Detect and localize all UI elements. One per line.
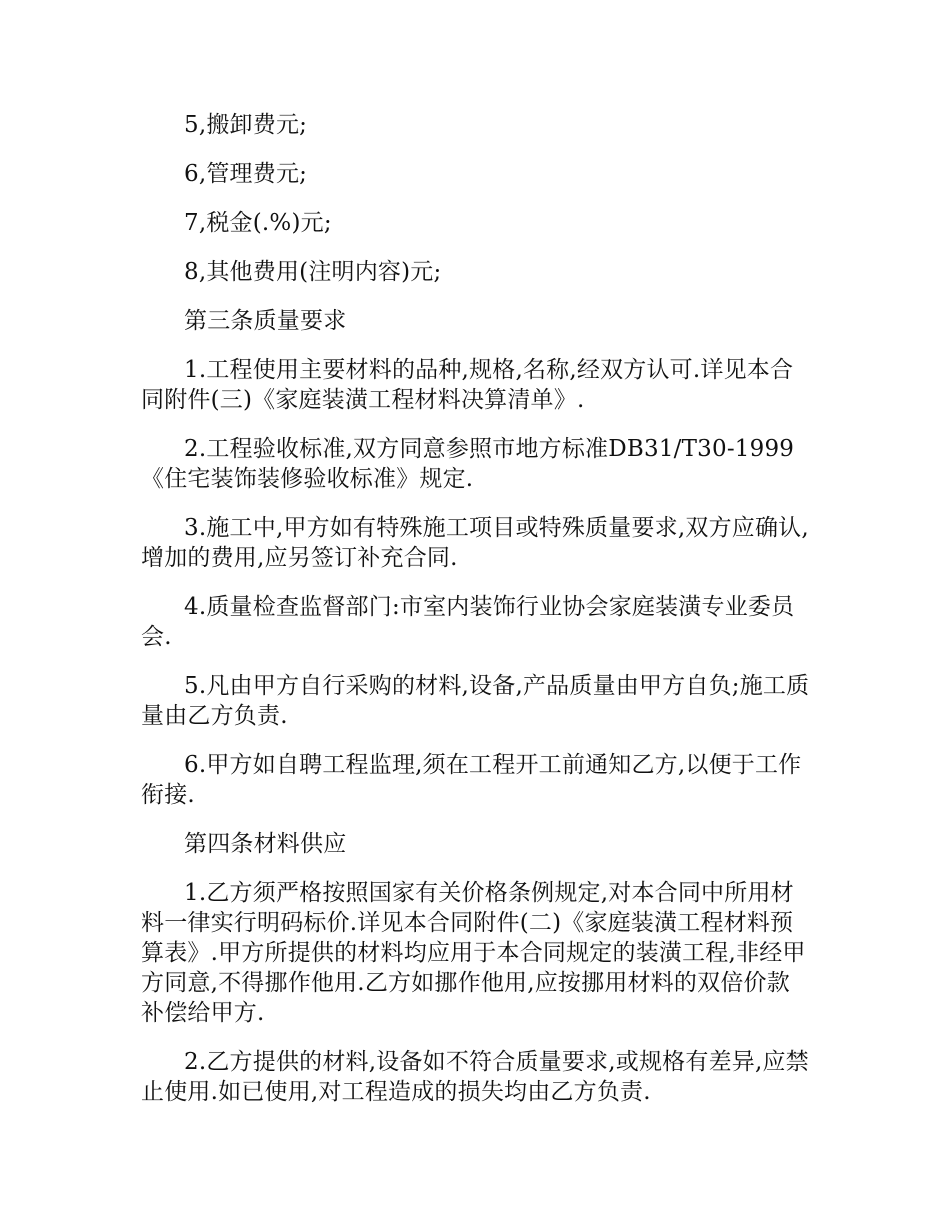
fee-item-6: 6,管理费元;: [184, 161, 308, 187]
article-4-heading: 第四条材料供应: [184, 831, 347, 857]
article-3-clause-3: 3.施工中,甲方如有特殊施工项目或特殊质量要求,双方应确认,增加的费用,应另签订补充合同.: [141, 515, 809, 571]
article-4-clause-1: 1.乙方须严格按照国家有关价格条例规定,对本合同中所用材料一律实行明码标价.详见本合同附件(二)《家庭装潢工程材料预算表》.甲方所提供的材料均应用于本合同规定的装潢工程,非经甲方同意,不得挪作他用.乙方如挪作他用,应按挪用材料的双倍价款补偿给甲方.: [141, 880, 806, 1026]
fee-item-8: 8,其他费用(注明内容)元;: [184, 259, 442, 285]
article-3-clause-1: 1.工程使用主要材料的品种,规格,名称,经双方认可.详见本合同附件(三)《家庭装潢工程材料决算清单》.: [141, 357, 794, 413]
article-3-clause-6: 6.甲方如自聘工程监理,须在工程开工前通知乙方,以便于工作衔接.: [141, 752, 802, 808]
article-3-clause-4: 4.质量检查监督部门:市室内装饰行业协会家庭装潢专业委员会.: [141, 594, 795, 650]
article-4-clause-2: 2.乙方提供的材料,设备如不符合质量要求,或规格有差异,应禁止使用.如已使用,对工程造成的损失均由乙方负责.: [141, 1049, 809, 1105]
fee-item-7: 7,税金(.%)元;: [184, 210, 332, 236]
article-3-heading: 第三条质量要求: [184, 308, 347, 334]
document-page: [141, 110, 813, 1126]
fee-item-5: 5,搬卸费元;: [184, 112, 308, 138]
article-3-clause-5: 5.凡由甲方自行采购的材料,设备,产品质量由甲方自负;施工质量由乙方负责.: [141, 673, 810, 729]
article-3-clause-2: 2.工程验收标准,双方同意参照市地方标准DB31/T30-1999《住宅装饰装修验收标准》规定.: [141, 436, 795, 492]
